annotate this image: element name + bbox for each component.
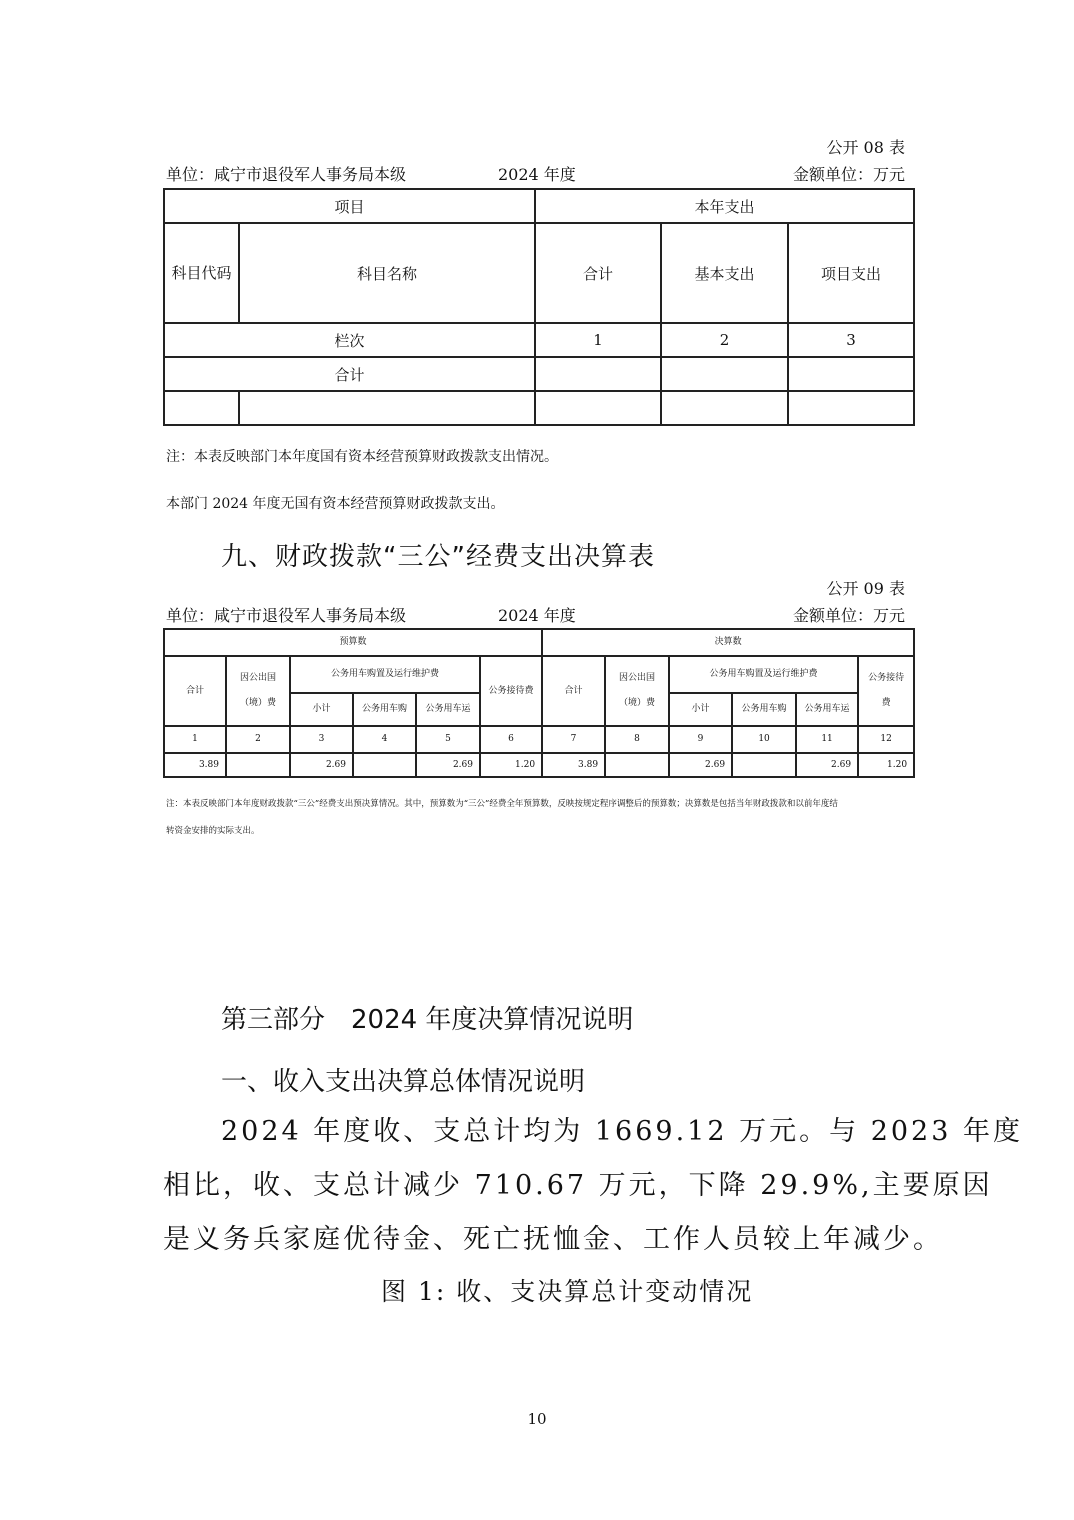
- column-number: 8: [605, 726, 669, 753]
- data-cell: [535, 391, 661, 425]
- table-row: [164, 726, 914, 753]
- value-cell: 3.89: [164, 753, 226, 777]
- data-cell: [661, 391, 788, 425]
- table08-amount-unit: 金额单位：万元: [792, 165, 905, 184]
- header-subject-name: 科目名称: [239, 223, 535, 323]
- column-number: 2: [226, 726, 290, 753]
- header-abroad-line2: （境）费: [239, 698, 276, 708]
- paragraph-line-2: 相比，收、支总计减少 710.67 万元，下降 29.9%,主要原因: [163, 1170, 993, 1201]
- header-subtotal: 小计: [669, 693, 732, 726]
- header-reception-line1: 公务接待: [868, 673, 905, 684]
- group-final: 决算数: [542, 629, 914, 656]
- column-number: 3: [290, 726, 353, 753]
- section9-title: 九、财政拨款“三公”经费支出决算表: [221, 542, 655, 572]
- paragraph-line-1: 2024 年度收、支总计均为 1669.12 万元。与 2023 年度: [221, 1116, 1023, 1147]
- column-index-label: 栏次: [164, 323, 535, 357]
- header-abroad: [226, 656, 290, 726]
- header-reception: 公务接待费: [480, 656, 542, 726]
- table-row: [164, 357, 914, 391]
- header-vehicle-purchase: 公务用车购: [732, 693, 796, 726]
- header-subject-code: 科目代码: [164, 223, 239, 323]
- column-number: 9: [669, 726, 732, 753]
- paragraph-line-3: 是义务兵家庭优待金、死亡抚恤金、工作人员较上年减少。: [163, 1224, 943, 1255]
- part3-subtitle: 一、收入支出决算总体情况说明: [221, 1067, 586, 1097]
- table08-number: 公开 08 表: [826, 138, 905, 157]
- table08: [163, 188, 915, 426]
- header-total: 合计: [164, 656, 226, 726]
- header-abroad: [605, 656, 669, 726]
- column-number: 1: [164, 726, 226, 753]
- total-cell: [535, 357, 661, 391]
- table-row: [164, 391, 914, 425]
- table09-number: 公开 09 表: [826, 579, 905, 598]
- header-abroad-line1: 因公出国: [239, 673, 276, 684]
- table09-note-line2: 转资金安排的实际支出。: [166, 826, 260, 836]
- column-number: 7: [542, 726, 605, 753]
- header-vehicle-operation: 公务用车运: [416, 693, 480, 726]
- column-number: 12: [858, 726, 914, 753]
- table09-note-line1: 注：本表反映部门本年度财政拨款“三公”经费支出预决算情况。其中，预算数为“三公”经费全年预算数，反映按规定程序调整后的预算数；决算数是包括当年财政拨款和以前年度结: [166, 799, 838, 809]
- header-reception: [858, 656, 914, 726]
- page-number: 10: [527, 1410, 547, 1428]
- table09-unit: 单位：咸宁市退役军人事务局本级: [166, 606, 407, 625]
- table-row: [164, 753, 914, 777]
- header-current-year-expense: 本年支出: [535, 189, 914, 223]
- value-cell: [605, 753, 669, 777]
- total-cell: [661, 357, 788, 391]
- header-vehicle-operation: 公务用车运: [796, 693, 858, 726]
- part3-title: 第三部分 2024 年度决算情况说明: [221, 1005, 634, 1035]
- header-vehicle: 公务用车购置及运行维护费: [669, 656, 858, 693]
- value-cell: [226, 753, 290, 777]
- column-number: 6: [480, 726, 542, 753]
- column-number: 11: [796, 726, 858, 753]
- table08-unit: 单位：咸宁市退役军人事务局本级: [166, 165, 407, 184]
- value-cell: [732, 753, 796, 777]
- header-abroad-line2: （境）费: [619, 698, 656, 708]
- value-cell: 1.20: [480, 753, 542, 777]
- table09-year: 2024 年度: [498, 606, 576, 625]
- total-row-label: 合计: [164, 357, 535, 391]
- table-row: [164, 323, 914, 357]
- data-cell: [239, 391, 535, 425]
- group-budget: 预算数: [164, 629, 542, 656]
- column-number: 4: [353, 726, 416, 753]
- value-cell: [353, 753, 416, 777]
- header-basic-expense: 基本支出: [661, 223, 788, 323]
- table09: [163, 628, 915, 778]
- value-cell: 2.69: [669, 753, 732, 777]
- header-subtotal: 小计: [290, 693, 353, 726]
- header-abroad-line1: 因公出国: [619, 673, 656, 684]
- table08-statement: 本部门 2024 年度无国有资本经营预算财政拨款支出。: [166, 496, 505, 512]
- header-project: 项目: [164, 189, 535, 223]
- header-reception-line2: 费: [881, 698, 891, 708]
- figure-caption: 图 1: 收、支决算总计变动情况: [381, 1277, 754, 1306]
- value-cell: 2.69: [416, 753, 480, 777]
- header-vehicle: 公务用车购置及运行维护费: [290, 656, 480, 693]
- header-total: 合计: [542, 656, 605, 726]
- data-cell: [164, 391, 239, 425]
- value-cell: 2.69: [796, 753, 858, 777]
- value-cell: 1.20: [858, 753, 914, 777]
- column-index-cell: 2: [661, 323, 788, 357]
- header-vehicle-purchase: 公务用车购: [353, 693, 416, 726]
- value-cell: 3.89: [542, 753, 605, 777]
- table08-note: 注：本表反映部门本年度国有资本经营预算财政拨款支出情况。: [166, 449, 558, 465]
- column-number: 5: [416, 726, 480, 753]
- table08-year: 2024 年度: [498, 165, 576, 184]
- header-project-expense: 项目支出: [788, 223, 914, 323]
- value-cell: 2.69: [290, 753, 353, 777]
- column-index-cell: 3: [788, 323, 914, 357]
- table09-amount-unit: 金额单位：万元: [792, 606, 905, 625]
- total-cell: [788, 357, 914, 391]
- column-number: 10: [732, 726, 796, 753]
- header-total: 合计: [535, 223, 661, 323]
- data-cell: [788, 391, 914, 425]
- column-index-cell: 1: [535, 323, 661, 357]
